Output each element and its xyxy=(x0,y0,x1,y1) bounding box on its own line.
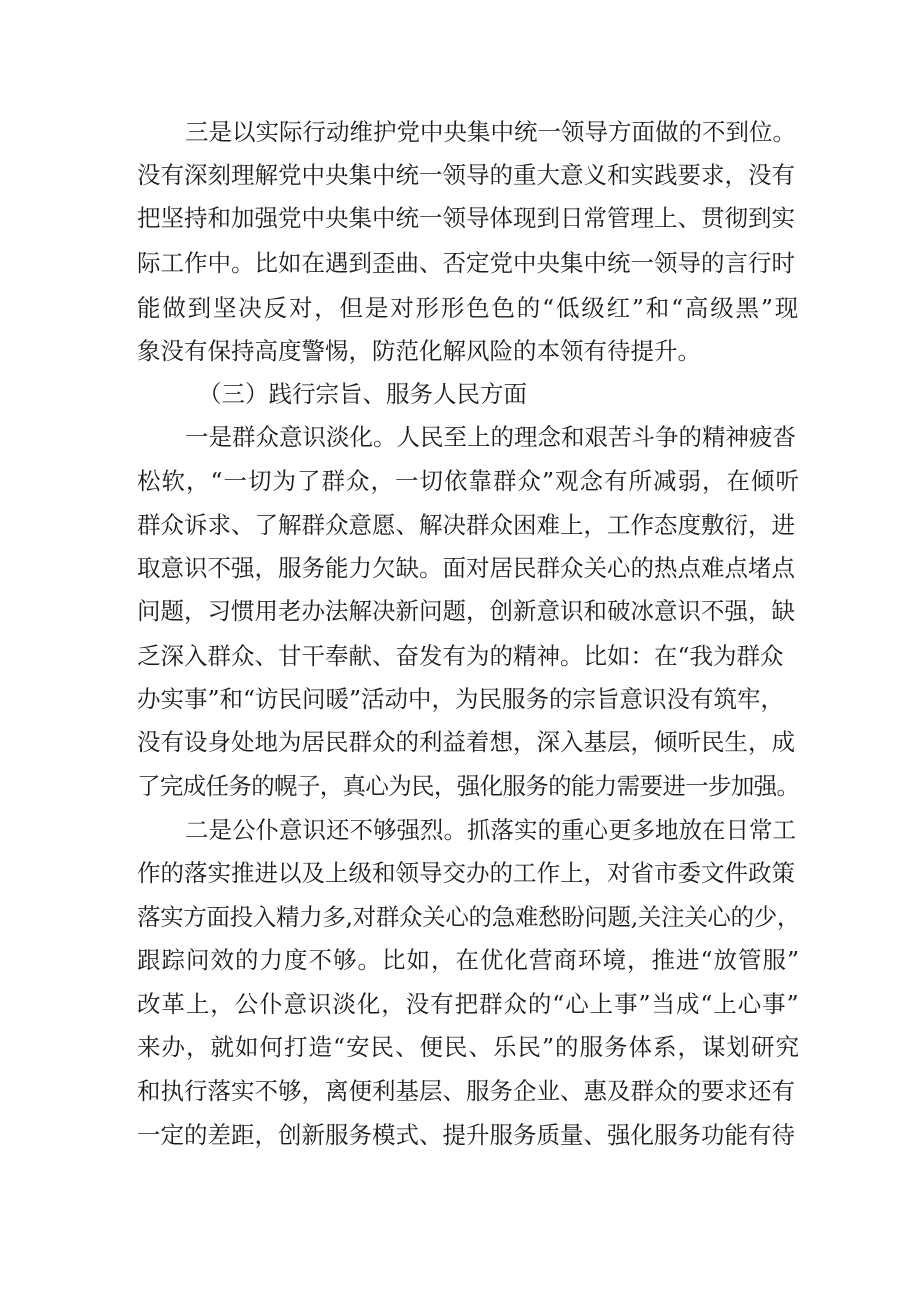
paragraph-line: 象没有保持高度警惕，防范化解风险的本领有待提升。 xyxy=(137,337,701,365)
paragraph-line: 际工作中。比如在遇到歪曲、否定党中央集中统一领导的言行时 xyxy=(137,249,795,277)
paragraph-line: 没有设身处地为居民群众的利益着想，深入基层，倾听民生，成 xyxy=(137,728,795,756)
section-heading: （三）践行宗旨、服务人民方面 xyxy=(198,380,527,408)
paragraph-line: 把坚持和加强党中央集中统一领导体现到日常管理上、贯彻到实 xyxy=(137,204,795,232)
paragraph-line: 二是公仆意识还不够强烈。抓落实的重心更多地放在日常工 xyxy=(185,816,796,844)
paragraph-line: 一是群众意识淡化。人民至上的理念和艰苦斗争的精神疲沓 xyxy=(185,423,796,451)
paragraph-line: 群众诉求、了解群众意愿、解决群众困难上，工作态度敷衍，进 xyxy=(137,511,795,539)
paragraph-line: 跟踪问效的力度不够。比如，在优化营商环境，推进“放管服” xyxy=(137,946,801,974)
paragraph-line: 乏深入群众、甘干奉献、奋发有为的精神。比如：在“我为群众 xyxy=(137,642,784,670)
paragraph-line: 取意识不强，服务能力欠缺。面对居民群众关心的热点难点堵点 xyxy=(137,554,795,582)
paragraph-line: 作的落实推进以及上级和领导交办的工作上，对省市委文件政策 xyxy=(137,859,795,887)
paragraph-line: 改革上，公仆意识淡化，没有把群众的“心上事”当成“上心事” xyxy=(137,990,800,1018)
paragraph-line: 没有深刻理解党中央集中统一领导的重大意义和实践要求，没有 xyxy=(137,161,795,189)
paragraph-line: 能做到坚决反对，但是对形形色色的“低级红”和“高级黑”现 xyxy=(137,294,801,322)
paragraph-line: 办实事”和“访民问暖”活动中，为民服务的宗旨意识没有筑牢， xyxy=(137,685,785,713)
paragraph-line: 了完成任务的幌子，真心为民，强化服务的能力需要进一步加强。 xyxy=(137,772,800,800)
paragraph-line: 来办，就如何打造“安民、便民、乐民”的服务体系，谋划研究 xyxy=(137,1033,801,1061)
paragraph-line: 一定的差距，创新服务模式、提升服务质量、强化服务功能有待 xyxy=(137,1121,795,1149)
paragraph-line: 和执行落实不够，离便利基层、服务企业、惠及群众的要求还有 xyxy=(137,1077,795,1105)
paragraph-line: 问题，习惯用老办法解决新问题，创新意识和破冰意识不强，缺 xyxy=(137,597,795,625)
paragraph-line: 落实方面投入精力多,对群众关心的急难愁盼问题,关注关心的少， xyxy=(137,903,801,931)
paragraph-line: 松软，“一切为了群众，一切依靠群众”观念有所减弱，在倾听 xyxy=(137,467,801,495)
paragraph-line: 三是以实际行动维护党中央集中统一领导方面做的不到位。 xyxy=(185,118,796,146)
